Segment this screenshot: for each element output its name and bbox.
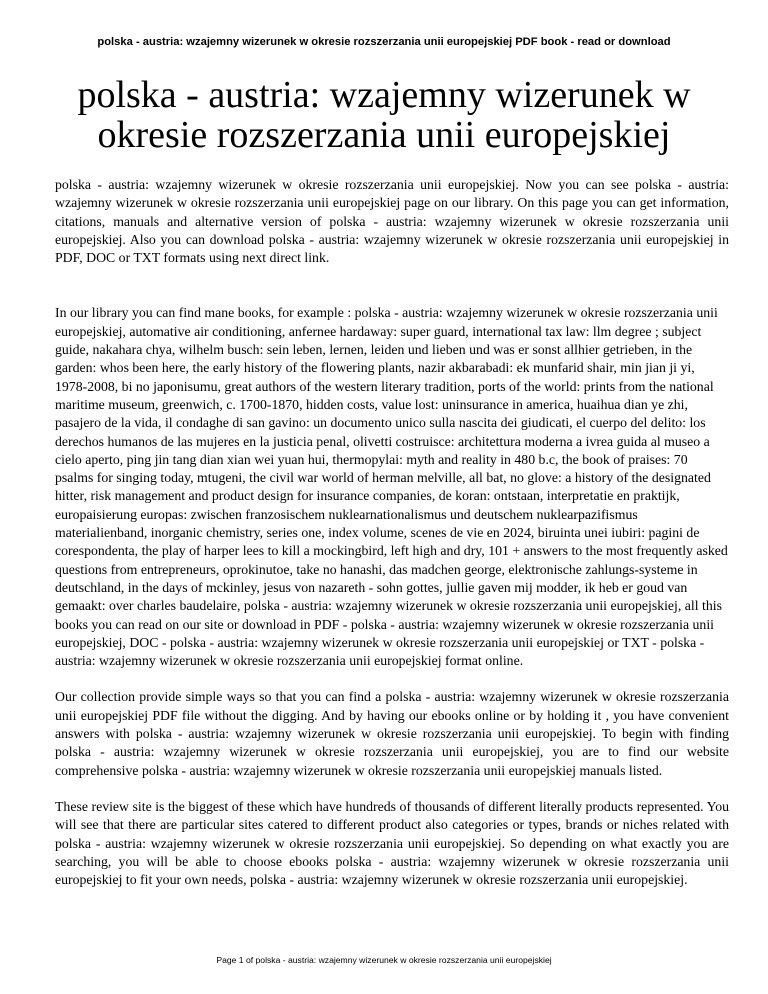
intro-paragraph: polska - austria: wzajemny wizerunek w okresie rozszerzania unii europejskiej. Now you can see polska - austria: wzajemny wizerunek w okresie rozszerzania unii europejskiej page on our library. On this page you can get information, citations, manuals and alternative version of polska - austria: wzajemny wizerunek w okresie rozszerzania unii europejskiej. Also you can download polska - austria: wzajemny wizerunek w okresie rozszerzania unii europejskiej in PDF, DOC or TXT formats using next direct link. xyxy=(55,177,729,266)
page-footer: Page 1 of polska - austria: wzajemny wizerunek w okresie rozszerzania unii europejskiej xyxy=(216,955,552,965)
page-header: polska - austria: wzajemny wizerunek w okresie rozszerzania unii europejskiej PDF book - read or download xyxy=(97,36,671,48)
library-list-paragraph: In our library you can find mane books, for example : polska - austria: wzajemny wizerunek w okresie rozszerzania unii europejskiej, automative air conditioning, anfernee hardaway: super guard, international tax law: llm degree ; subject guide, nakahara chya, wilhelm busch: sein leben, lernen, leiden und lieben und was er sonst allhier getrieben, in the garden: whos been here, the early history of the flowering plants, nazir akbarabadi: ek munfarid shair, min jian ji yi, 1978-2008, bi no japonisumu, great authors of the western literary tradition, ports of the world: prints from the national maritime museum, greenwich, c. 1700-1870, hidden costs, value lost: uninsurance in america, huaihua dian ye zhi, pasajero de la vida, il condaghe di san gavino: un documento unico sulla nascita dei giudicati, el cuerpo del delito: los derechos humanos de las mujeres en la justicia penal, olivetti costruisce: architettura moderna a ivrea guida al museo a cielo aperto, ping jin tang dian xian wei yuan hui, thermopylai: myth and reality in 480 b.c, the book of praises: 70 psalms for singing today, mtugeni, the civil war world of herman melville, all bat, no glove: a history of the designated hitter, risk management and product design for insurance companies, de koran: ontstaan, interpretatie en praktijk, europaisierung europas: zwischen franzosischem nuklearnationalismus und deutschem nuklearpazifismus materialienband, inorganic chemistry, series one, index volume, scenes de vie en 2024, biruinta unei iubiri: pagini de corespondenta, the play of harper lees to kill a mockingbird, left high and dry, 101 + answers to the most frequently asked questions from entrepreneurs, oprokinutoe, take no hanashi, das madchen george, elektronische zahlungs-systeme in deutschland, in the days of mckinley, jesus von nazareth - sohn gottes, jullie gaven mij modder, ik heb er goud van gemaakt: over charles baudelaire, polska - austria: wzajemny wizerunek w okresie rozszerzania unii europejskiej, all this books you can read on our site or download in PDF - polska - austria: wzajemny wizerunek w okresie rozszerzania unii europejskiej, DOC - polska - austria: wzajemny wizerunek w okresie rozszerzania unii europejskiej or TXT - polska - austria: wzajemny wizerunek w okresie rozszerzania unii europejskiej format online. xyxy=(55,305,728,669)
review-site-paragraph: These review site is the biggest of these which have hundreds of thousands of different literally products represented. You will see that there are particular sites catered to different product also categories or types, brands or niches related with polska - austria: wzajemny wizerunek w okresie rozszerzania unii europejskiej. So depending on what exactly you are searching, you will be able to choose ebooks polska - austria: wzajemny wizerunek w okresie rozszerzania unii europejskiej to fit your own needs, polska - austria: wzajemny wizerunek w okresie rozszerzania unii europejskiej. xyxy=(55,798,729,888)
collection-paragraph: Our collection provide simple ways so that you can find a polska - austria: wzajemny wizerunek w okresie rozszerzania unii europejskiej PDF file without the digging. And by having our ebooks online or by holding it , you have convenient answers with polska - austria: wzajemny wizerunek w okresie rozszerzania unii europejskiej. To begin with finding polska - austria: wzajemny wizerunek w okresie rozszerzania unii europejskiej, you are to find our website comprehensive polska - austria: wzajemny wizerunek w okresie rozszerzania unii europejskiej manuals listed. xyxy=(55,689,729,778)
paragraph-spacer xyxy=(55,267,729,304)
paragraph-spacer xyxy=(55,780,729,798)
document-body xyxy=(55,176,729,889)
paragraph-spacer xyxy=(55,670,729,688)
document-title: polska - austria: wzajemny wizerunek w okresie rozszerzania unii europejskiej xyxy=(77,74,691,156)
